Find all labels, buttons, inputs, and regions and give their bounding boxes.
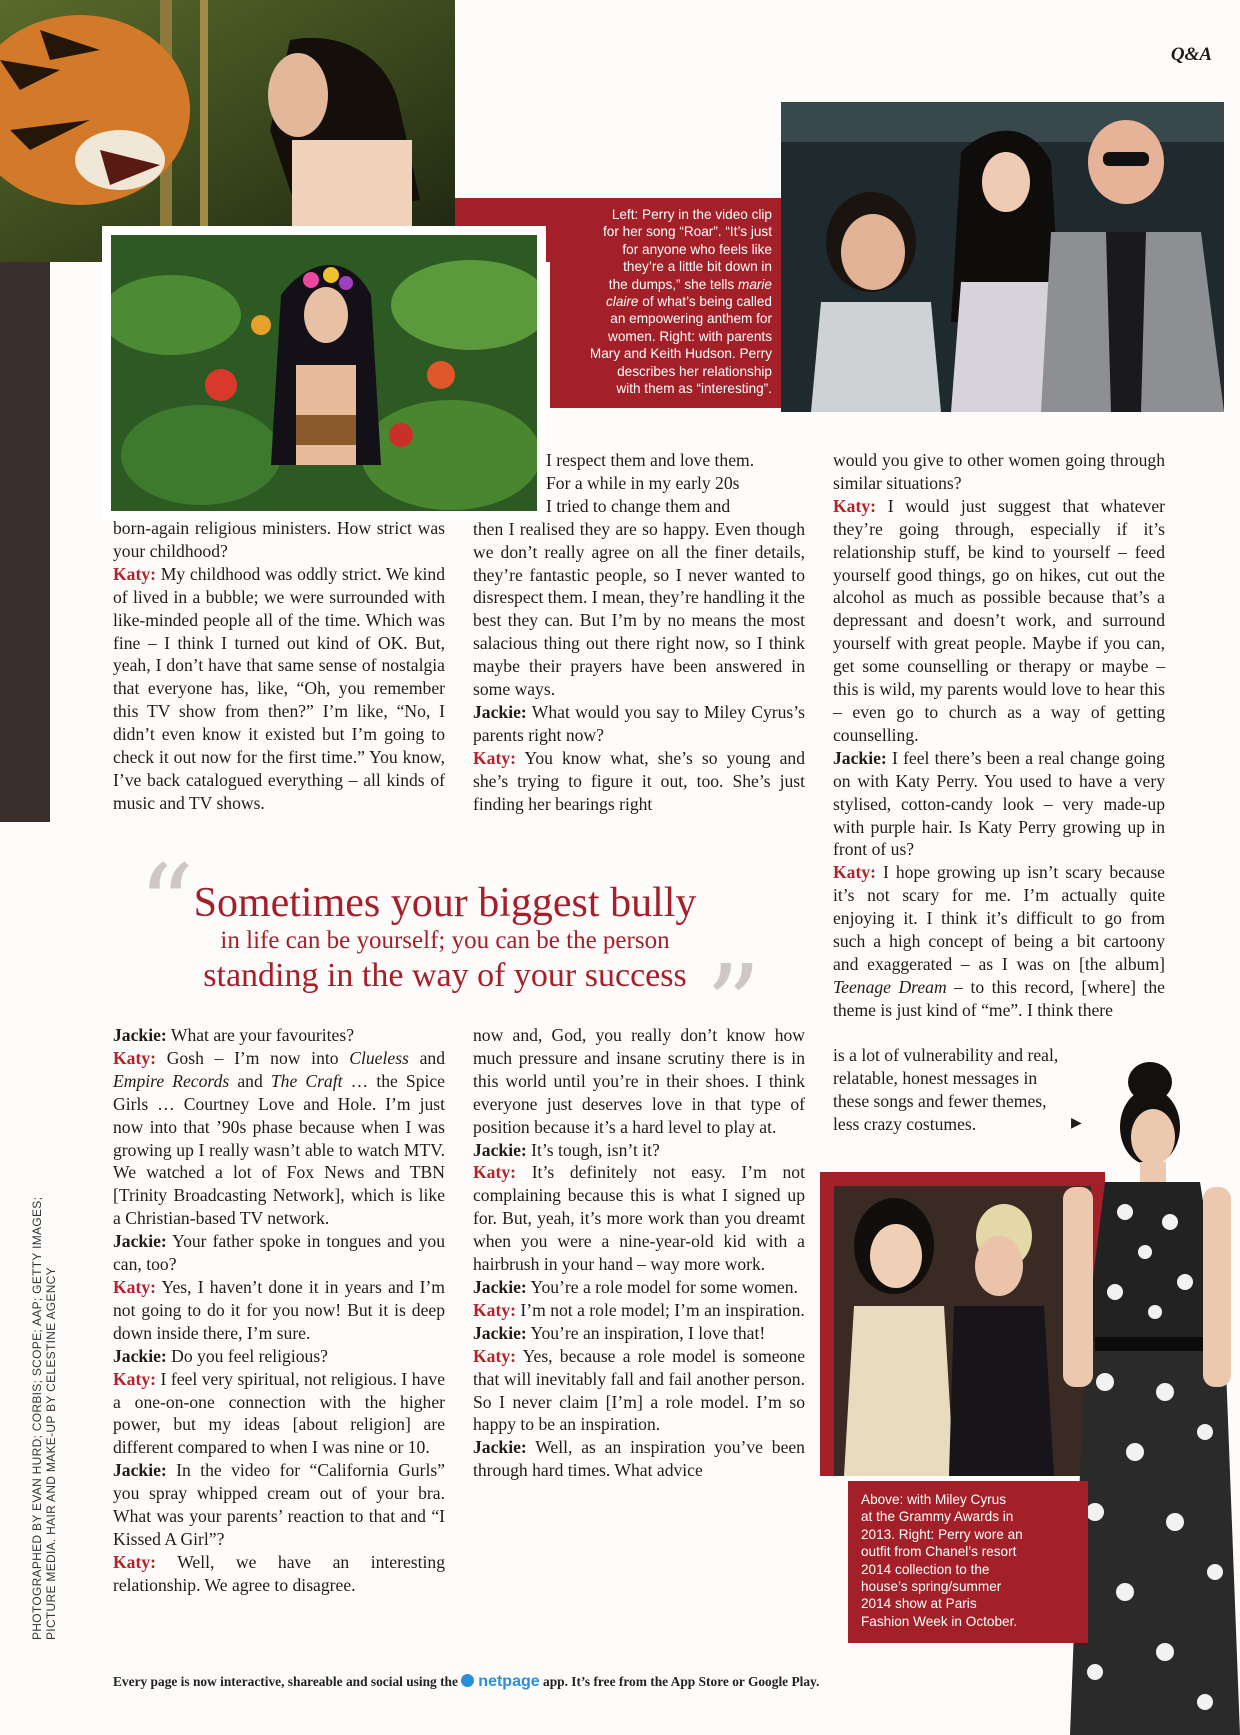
speaker-katy: Katy: [473,1345,516,1366]
speaker-katy: Katy: [833,862,876,883]
paragraph-line: these songs and fewer themes, [833,1090,1047,1111]
section-label: Q&A [1170,44,1212,65]
caption-line: Mary and Keith Hudson. Perry [589,346,772,362]
paragraph: Katy: Yes, I haven’t done it in years and I’m not going to do it for you now! But it is deep down inside there, I’m sure. [113,1276,445,1343]
speaker-katy: Katy: [473,1162,516,1183]
speaker-katy: Katy: [113,1276,156,1297]
speaker-katy: Katy: [113,1047,156,1068]
parents-photo [781,102,1224,412]
paragraph: Jackie: Well, as an inspiration you’ve been through hard times. What advice [473,1437,805,1481]
speaker-jackie: Jackie: [833,747,887,768]
paragraph: Jackie: What are your favourites? [113,1025,355,1045]
continue-arrow-icon: ▶ [1071,1115,1082,1131]
paragraph: would you give to other women going through similar situations? [833,450,1165,493]
speaker-jackie: Jackie: [113,1460,167,1481]
paragraph: Jackie: You’re an inspiration, I love that! [473,1322,766,1343]
netpage-brand: netpage [478,1673,540,1690]
caption-line: 2013. Right: Perry wore an [861,1526,1023,1542]
paragraph: Katy: I’m not a role model; I’m an inspiration. [473,1299,805,1320]
speaker-katy: Katy: [113,1551,156,1572]
footer-text: Every page is now interactive, shareable and social using the [113,1674,458,1689]
paragraph: Jackie: In the video for “California Gurls” you spray whipped cream out of your bra. What was your parents’ reaction to that and “I Kissed A Girl”? [113,1460,445,1549]
footer-text: app. It’s free from the App Store or Google Play. [543,1674,820,1689]
paragraph: then I realised they are so happy. Even though we don’t really agree on all the finer details, they’re fantastic people, so I never wanted to disrespect them. I mean, they’re handling it the best they can. But I’m by no means the most salacious thing out there right now, so I think maybe their prayers have been answered in some ways. [473,518,805,700]
speaker-jackie: Jackie: [473,1437,527,1458]
pull-quote-line-2: in life can be yourself; you can be the person [220,927,670,954]
paragraph-line: For a while in my early 20s [546,472,740,493]
left-edge-strip [0,262,50,822]
speaker-katy: Katy: [113,563,156,584]
caption-line: Fashion Week in October. [861,1613,1018,1629]
paragraph: Katy: Yes, because a role model is someone that will inevitably fall and fail another person. So I never claim [I’m] a role model. I’m so happy to be an inspiration. [473,1345,805,1435]
caption-line: Above: with Miley Cyrus [861,1492,1007,1507]
paragraph: Katy: It’s definitely not easy. I’m not complaining because this is what I signed up for. But, yeah, it’s more work than you dreamt when you were a nine-year-old kid with a hairbrush in your hand – way more work. [473,1162,805,1275]
paragraph: Katy: My childhood was oddly strict. We kind of lived in a bubble; we were surrounded with like-minded people all of the time. Which was fine – I think I turned out kind of OK. But, yeah, I don’t have that same sense of nostalgia that everyone has, like, “Oh, you remember this TV show from then?” I’m like, “No, I didn’t even know it existed but I’m going to check it out now for the first time.” You know, I’ve back catalogued everything – all kinds of music and TV shows. [113,563,445,813]
open-quote-icon: “ [138,841,195,969]
pull-quote-line-3: standing in the way of your success [203,957,687,994]
speaker-jackie: Jackie: [113,1231,167,1252]
speaker-katy: Katy: [473,747,516,768]
column-1-bottom [113,1024,445,1597]
paragraph: Katy: I feel very spiritual, not religious. I have a one-on-one connection with the higher power, but my ideas [about religion] are different compared to when I was nine or 10. [113,1368,445,1458]
paragraph: Jackie: It’s tough, isn’t it? [473,1139,660,1160]
caption-line: for anyone who feels like [622,241,772,257]
column-2-bottom [473,1024,805,1482]
caption-line: the dumps,” she tells marie [608,276,772,292]
paragraph: Jackie: I feel there’s been a real change going on with Katy Perry. You used to have a very stylised, cotton-candy look – very made-up with purple hair. Is Katy Perry growing up in front of us? [833,747,1165,860]
credit-line-1: PHOTOGRAPHED BY EVAN HURD; CORBIS; SCOPE; AAP; GETTY IMAGES; [30,1196,44,1640]
speaker-katy: Katy: [113,1368,156,1389]
paragraph-line: relatable, honest messages in [833,1067,1038,1088]
paragraph: Jackie: You’re a role model for some women. [473,1276,798,1297]
credit-line-2: PICTURE MEDIA. HAIR AND MAKE-UP BY CELESTINE AGENCY [44,1267,58,1640]
caption-line: women. Right: with parents [608,328,772,344]
speaker-jackie: Jackie: [113,1025,167,1045]
caption-line: 2014 collection to the [861,1561,990,1577]
caption-line: outfit from Chanel’s resort [861,1544,1017,1560]
footer [113,1673,819,1691]
paragraph: Katy: Well, we have an interesting relationship. We agree to disagree. [113,1551,445,1595]
speaker-jackie: Jackie: [473,1276,527,1297]
column-3-top [833,449,1165,1022]
grammy-caption [848,1481,1088,1643]
roar-caption [550,198,786,408]
close-quote-icon: ” [705,941,762,1069]
paragraph: Katy: Gosh – I’m now into Clueless and Empire Records and The Craft … the Spice Girls … Courtney Love and Hole. I’m just now into that ’90s phase because when I was growing up I really wasn’t able to watch MTV. We watched a lot of Fox News and TBN [Trinity Broadcasting Network], which is like a Christian-based TV network. [113,1047,445,1229]
caption-line: house’s spring/summer [861,1579,1002,1595]
netpage-link[interactable] [461,1674,539,1689]
column-2-top [473,449,805,816]
speaker-katy: Katy: [833,495,876,516]
roar-tiger-photo [0,0,455,262]
paragraph: now and, God, you really don’t know how much pressure and insane scrutiny there is in this world until you’re in their shoes. I think everyone just deserves love in that type of position because it’s a hard level to play at. [473,1025,805,1137]
column-1-top [113,517,445,815]
paragraph-line: less crazy costumes. ▶ [833,1113,1082,1134]
photo-credit [30,1120,58,1640]
caption-line: for her song “Roar”. “It’s just [603,224,772,240]
caption-line: claire of what’s being called [606,294,772,310]
caption-line: Left: Perry in the video clip [611,207,772,222]
caption-line: they’re a little bit down in [623,259,772,275]
paragraph: Jackie: Do you feel religious? [113,1345,328,1366]
paragraph: born-again religious ministers. How strict was your childhood? [113,518,445,561]
caption-line: 2014 show at Paris [861,1596,977,1612]
paragraph-line: is a lot of vulnerability and real, [833,1045,1059,1065]
pull-quote [120,880,770,996]
caption-line: at the Grammy Awards in [861,1509,1014,1525]
paragraph: Jackie: What would you say to Miley Cyrus’s parents right now? [473,701,805,745]
paragraph: Katy: I hope growing up isn’t scary because it’s not scary for me. I’m actually quite enjoying it. I think it’s difficult to go from such a high concept of being a bit cartoony and exaggerated – as I was on [the album] Teenage Dream – to this record, [where] the theme is just kind of “me”. I think there [833,862,1165,1020]
caption-line: describes her relationship [617,363,772,379]
speaker-jackie: Jackie: [473,1322,527,1343]
netpage-logo-icon [461,1674,474,1687]
paragraph: Katy: I would just suggest that whatever they’re going through, especially if it’s relationship stuff, be kind to yourself – feed yourself good things, go on hikes, cut out the alcohol as much as possible because that’s a depressant and doesn’t work, and surround yourself with great people. Maybe if you can, get some counselling or therapy or maybe – this is wild, my parents would love to hear this – even go to church as a way of getting counselling. [833,495,1165,745]
caption-line: with them as “interesting”. [616,381,772,397]
speaker-jackie: Jackie: [113,1345,167,1366]
speaker-jackie: Jackie: [473,1139,527,1160]
paragraph: Jackie: Your father spoke in tongues and you can, too? [113,1231,445,1275]
paragraph: Katy: You know what, she’s so young and she’s trying to figure it out, too. She’s just finding her bearings right [473,747,805,814]
pull-quote-line-1: Sometimes your biggest bully [193,880,697,926]
paragraph-line: I respect them and love them. [546,450,755,470]
caption-line: an empowering anthem for [610,311,772,327]
paragraph-line: I tried to change them and [546,495,731,516]
speaker-jackie: Jackie: [473,701,527,722]
speaker-katy: Katy: [473,1299,516,1320]
